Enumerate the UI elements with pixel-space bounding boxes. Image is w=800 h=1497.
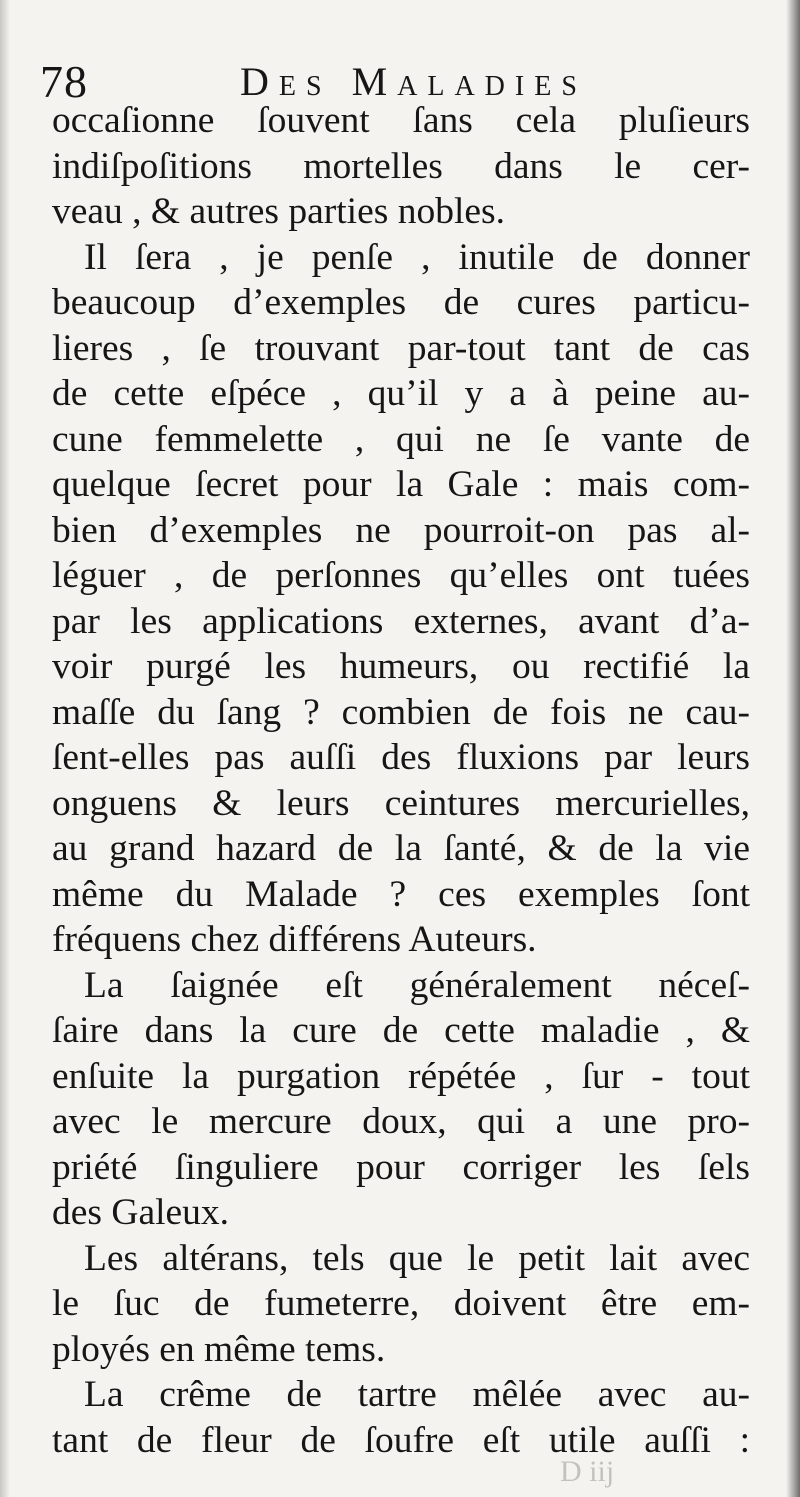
text-line: veau , & autres parties nobles. [52, 191, 505, 232]
text-line: Il ſera , je penſe , inutile de donner [84, 236, 750, 278]
text-line: même du Malade ? ces exemples ſont [52, 873, 750, 915]
text-line: tant de fleur de ſoufre eſt utile auſſi : [52, 1419, 750, 1461]
text-line: La ſaignée eſt généralement néceſ- [84, 964, 750, 1006]
text-line: bien d’exemples ne pourroit-on pas al- [52, 509, 750, 551]
text-line: lieres , ſe trouvant par-tout tant de cas [52, 327, 750, 369]
page-edge-left [0, 0, 10, 1497]
text-line: ſent-elles pas auſſi des fluxions par leurs [52, 737, 750, 778]
text-line: beaucoup d’exemples de cures particu- [52, 282, 750, 323]
text-line: fréquens chez différens Auteurs. [52, 919, 537, 960]
text-line: quelque ſecret pour la Gale : mais com- [52, 464, 750, 505]
text-line: occaſionne ſouvent ſans cela pluſieurs [52, 100, 750, 141]
text-line: Les altérans, tels que le petit lait avec [84, 1237, 750, 1279]
text-line: avec le mercure doux, qui a une pro- [52, 1101, 750, 1142]
page-edge-right [786, 0, 800, 1497]
text-line: ployés en même tems. [52, 1328, 386, 1370]
signature-mark: D iij [560, 1455, 615, 1488]
text-line: maſſe du ſang ? combien de fois ne cau- [52, 691, 750, 733]
page-number: 78 [40, 56, 88, 107]
text-line: cune femmelette , qui ne ſe vante de [52, 418, 750, 460]
text-line: priété ſinguliere pour corriger les ſels [52, 1146, 750, 1188]
text-line: des Galeux. [52, 1192, 230, 1233]
text-line: enſuite la purgation répétée , ſur - tout [52, 1055, 750, 1097]
text-line: de cette eſpéce , qu’il y a à peine au- [52, 373, 750, 414]
body-text [52, 98, 750, 1463]
text-line: au grand hazard de la ſanté, & de la vie [52, 828, 750, 869]
text-line: La crême de tartre mêlée avec au- [84, 1374, 750, 1415]
text-line: indiſpoſitions mortelles dans le cer- [52, 145, 750, 187]
text-line: léguer , de perſonnes qu’elles ont tuées [52, 555, 750, 596]
text-line: le ſuc de fumeterre, doivent être em- [52, 1283, 750, 1324]
text-line: ſaire dans la cure de cette maladie , & [52, 1010, 750, 1051]
running-title: Des Maladies [240, 59, 587, 104]
text-line: par les applications externes, avant d’a- [52, 600, 750, 642]
text-line: voir purgé les humeurs, ou rectifié la [52, 646, 750, 687]
text-line: onguens & leurs ceintures mercurielles, [52, 782, 750, 824]
